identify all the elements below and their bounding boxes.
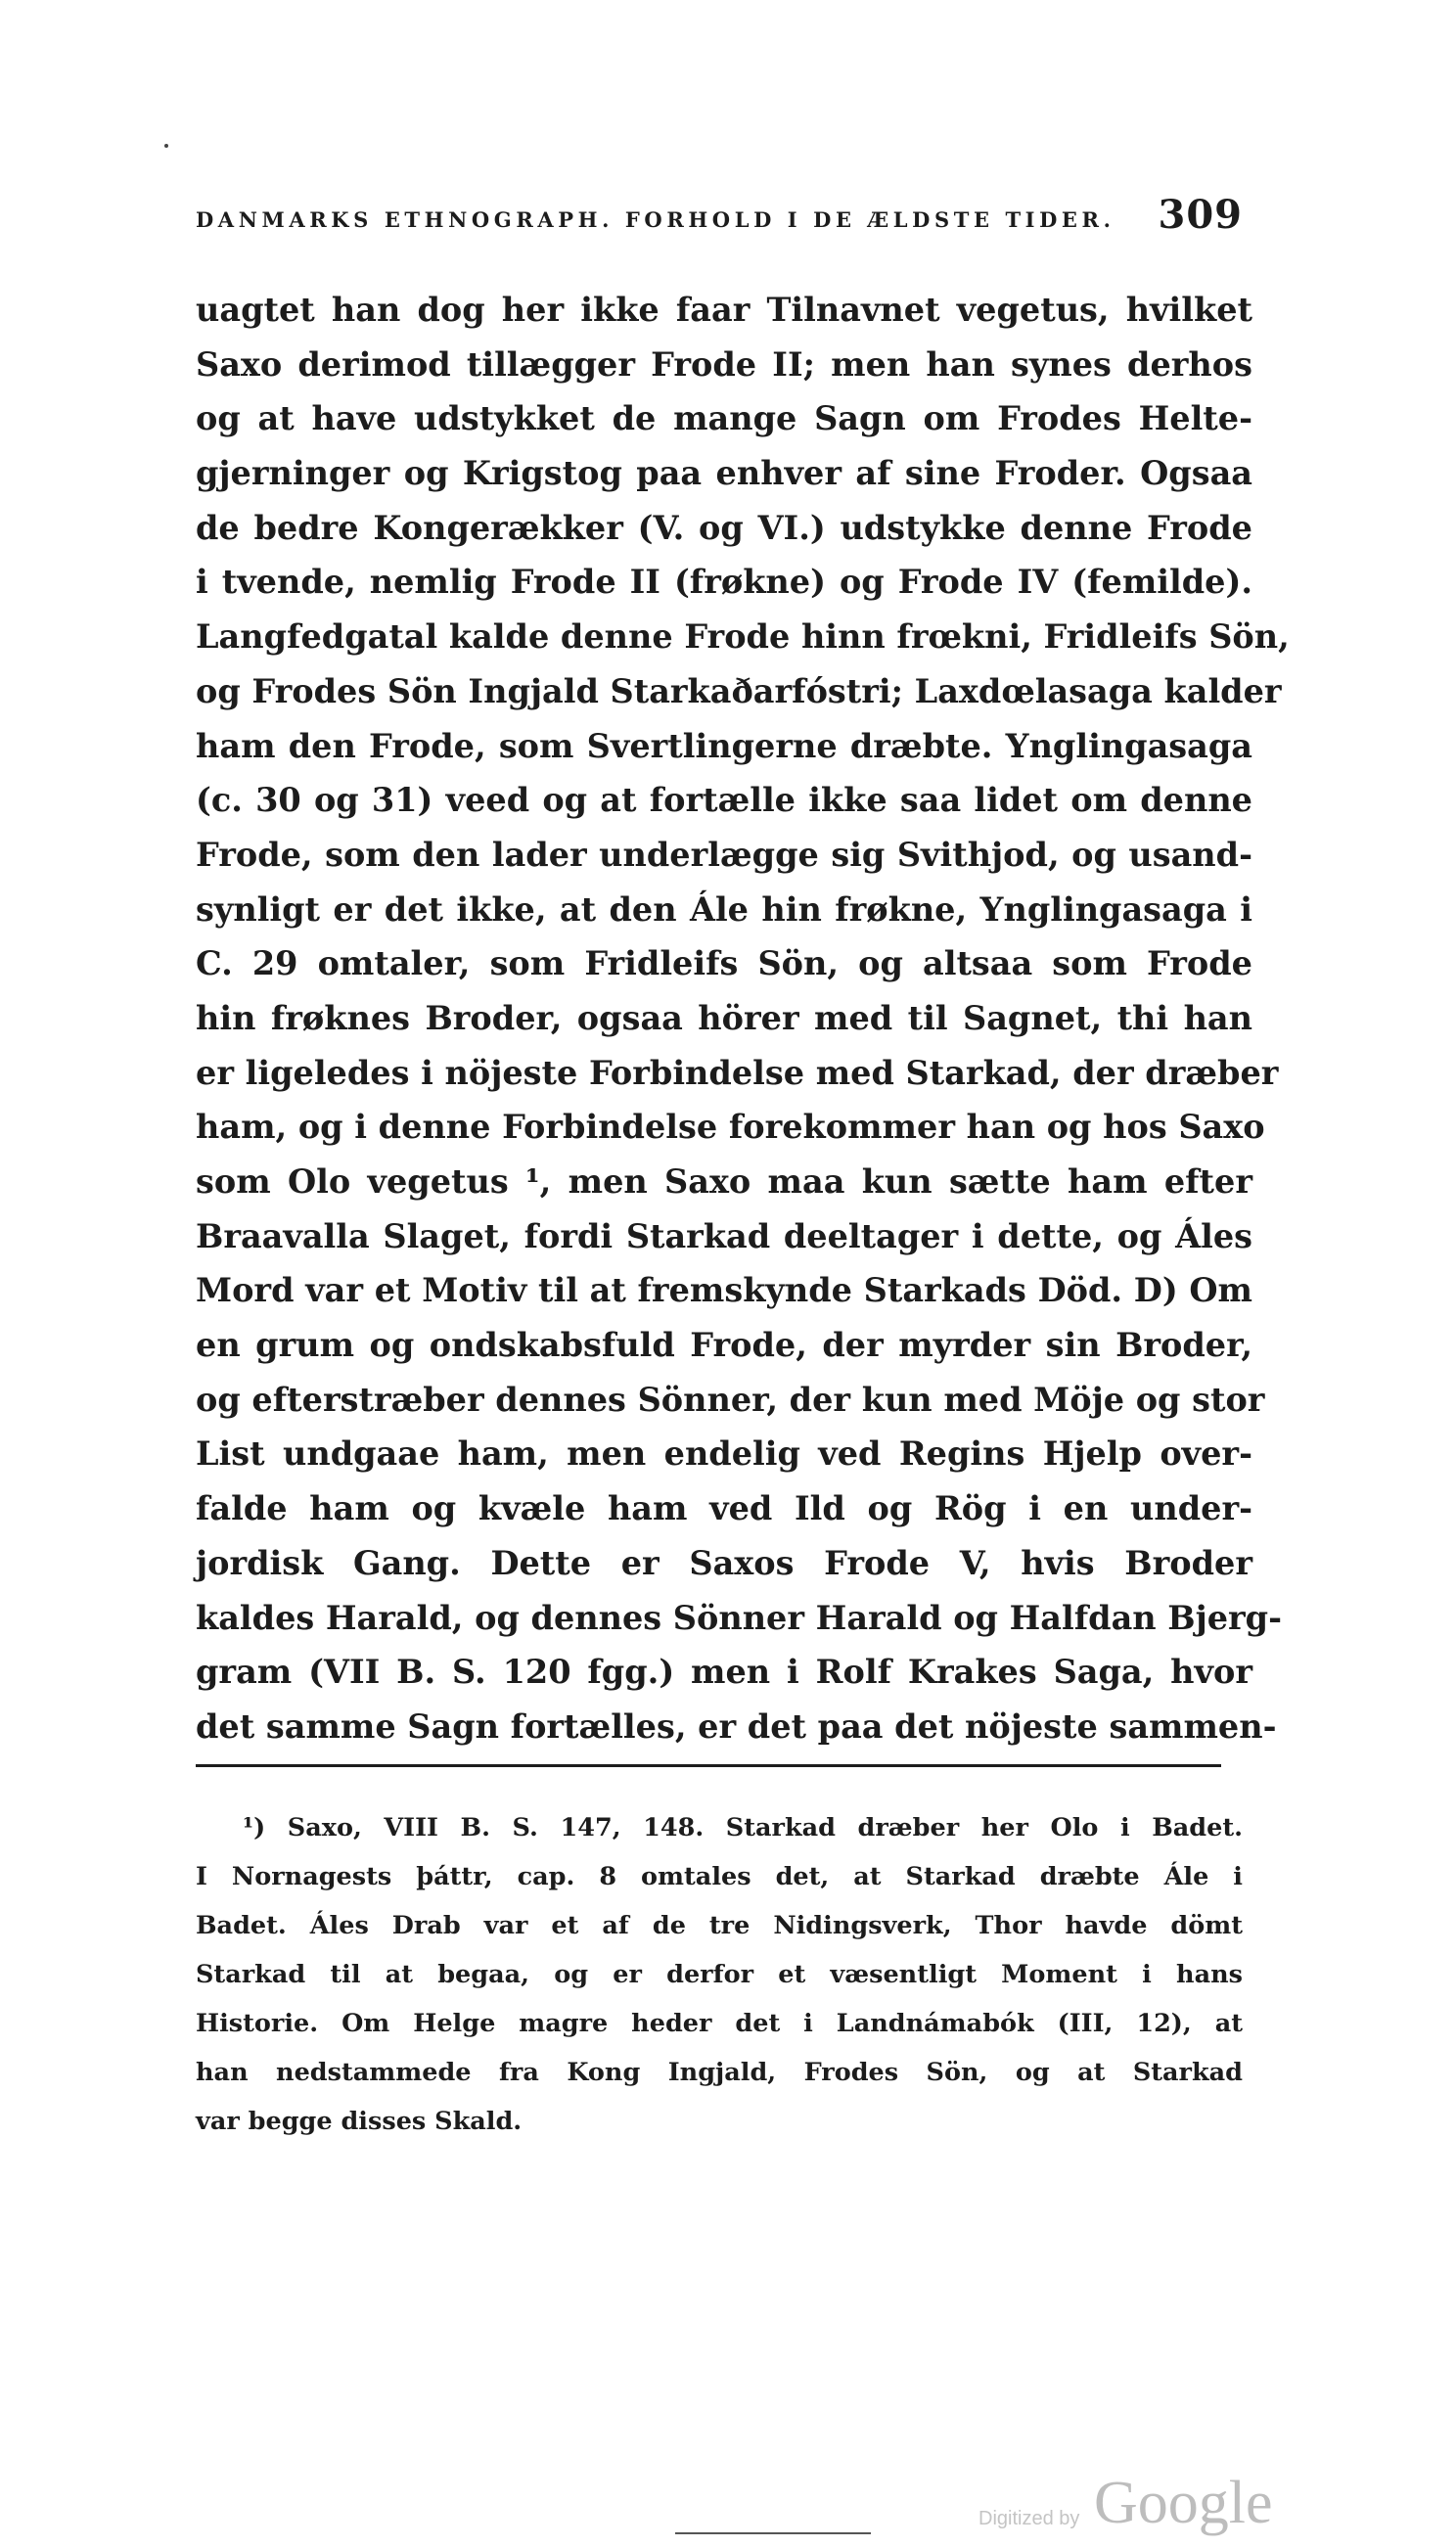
footnote-line: Starkad til at begaa, og er derfor et væsentligt Moment i hans: [196, 1960, 1243, 1989]
text-line: Langfedgatal kalde denne Frode hinn frœkni, Fridleifs Sön,: [196, 617, 1290, 657]
body-text: [196, 283, 1290, 1754]
footnote-line: Historie. Om Helge magre heder det i Landnámabók (III, 12), at: [196, 2009, 1243, 2038]
text-line: Saxo derimod tillægger Frode II; men han synes derhos: [196, 344, 1252, 384]
text-line: synligt er det ikke, at den Ále hin frøkne, Ynglingasaga i: [196, 889, 1252, 929]
digitized-label: Digitized by: [978, 2508, 1080, 2529]
running-head: DANMARKS ETHNOGRAPH. FORHOLD I DE ÆLDSTE TIDER.: [196, 207, 1115, 232]
scan-speck: [164, 144, 168, 148]
footnote-line: var begge disses Skald.: [196, 2107, 523, 2136]
text-line: er ligeledes i nöjeste Forbindelse med Starkad, der dræber: [196, 1053, 1279, 1092]
digitized-watermark: [978, 2461, 1272, 2539]
text-line: Frode, som den lader underlægge sig Svithjod, og usand-: [196, 835, 1252, 874]
text-line: som Olo vegetus ¹, men Saxo maa kun sætte ham efter: [196, 1162, 1252, 1201]
text-line: ham den Frode, som Svertlingerne dræbte. Ynglingasaga: [196, 726, 1252, 765]
text-line: gram (VII B. S. 120 fgg.) men i Rolf Krakes Saga, hvor: [196, 1653, 1252, 1692]
text-line: Braavalla Slaget, fordi Starkad deeltager i dette, og Áles: [196, 1216, 1252, 1255]
text-line: ham, og i denne Forbindelse forekommer han og hos Saxo: [196, 1108, 1265, 1147]
text-line: og Frodes Sön Ingjald Starkaðarfóstri; Laxdœlasaga kalder: [196, 671, 1282, 710]
text-line: jordisk Gang. Dette er Saxos Frode V, hvis Broder: [196, 1543, 1252, 1582]
text-line: og efterstræber dennes Sönner, der kun med Möje og stor: [196, 1380, 1265, 1419]
text-line: Mord var et Motiv til at fremskynde Starkads Död. D) Om: [196, 1271, 1252, 1310]
footnote-line: ¹) Saxo, VIII B. S. 147, 148. Starkad dræber her Olo i Badet.: [243, 1813, 1243, 1842]
text-line: C. 29 omtaler, som Fridleifs Sön, og altsaa som Frode: [196, 944, 1252, 983]
footnote-line: han nedstammede fra Kong Ingjald, Frodes Sön, og at Starkad: [196, 2058, 1243, 2087]
text-line: falde ham og kvæle ham ved Ild og Rög i en under-: [196, 1489, 1252, 1528]
text-line: og at have udstykket de mange Sagn om Frodes Helte-: [196, 399, 1252, 438]
text-line: uagtet han dog her ikke faar Tilnavnet vegetus, hvilket: [196, 291, 1252, 329]
text-line: hin frøknes Broder, ogsaa hörer med til Sagnet, thi han: [196, 998, 1252, 1037]
footnote-block: [196, 1803, 1243, 2146]
google-logo: Google: [1094, 2470, 1273, 2536]
page-number: 309: [1158, 192, 1243, 238]
text-line: List undgaae ham, men endelig ved Regins Hjelp over-: [196, 1434, 1252, 1474]
text-line: det samme Sagn fortælles, er det paa det nöjeste sammen-: [196, 1706, 1277, 1746]
text-line: de bedre Kongerækker (V. og VI.) udstykke denne Frode: [196, 508, 1252, 547]
text-line: (c. 30 og 31) veed og at fortælle ikke saa lidet om denne: [196, 781, 1252, 820]
footnote-line: I Nornagests þáttr, cap. 8 omtales det, at Starkad dræbte Ále i: [196, 1862, 1243, 1891]
footnote-divider: [196, 1764, 1221, 1767]
text-line: kaldes Harald, og dennes Sönner Harald og Halfdan Bjerg-: [196, 1598, 1283, 1637]
text-line: gjerninger og Krigstog paa enhver af sine Froder. Ogsaa: [196, 454, 1252, 493]
page-header: [196, 192, 1243, 241]
text-line: en grum og ondskabsfuld Frode, der myrder sin Broder,: [196, 1326, 1252, 1365]
text-line: i tvende, nemlig Frode II (frøkne) og Frode IV (femilde).: [196, 563, 1252, 602]
footnote-line: Badet. Áles Drab var et af de tre Nidingsverk, Thor havde dömt: [196, 1911, 1243, 1940]
bottom-edge-mark: [675, 2532, 871, 2534]
